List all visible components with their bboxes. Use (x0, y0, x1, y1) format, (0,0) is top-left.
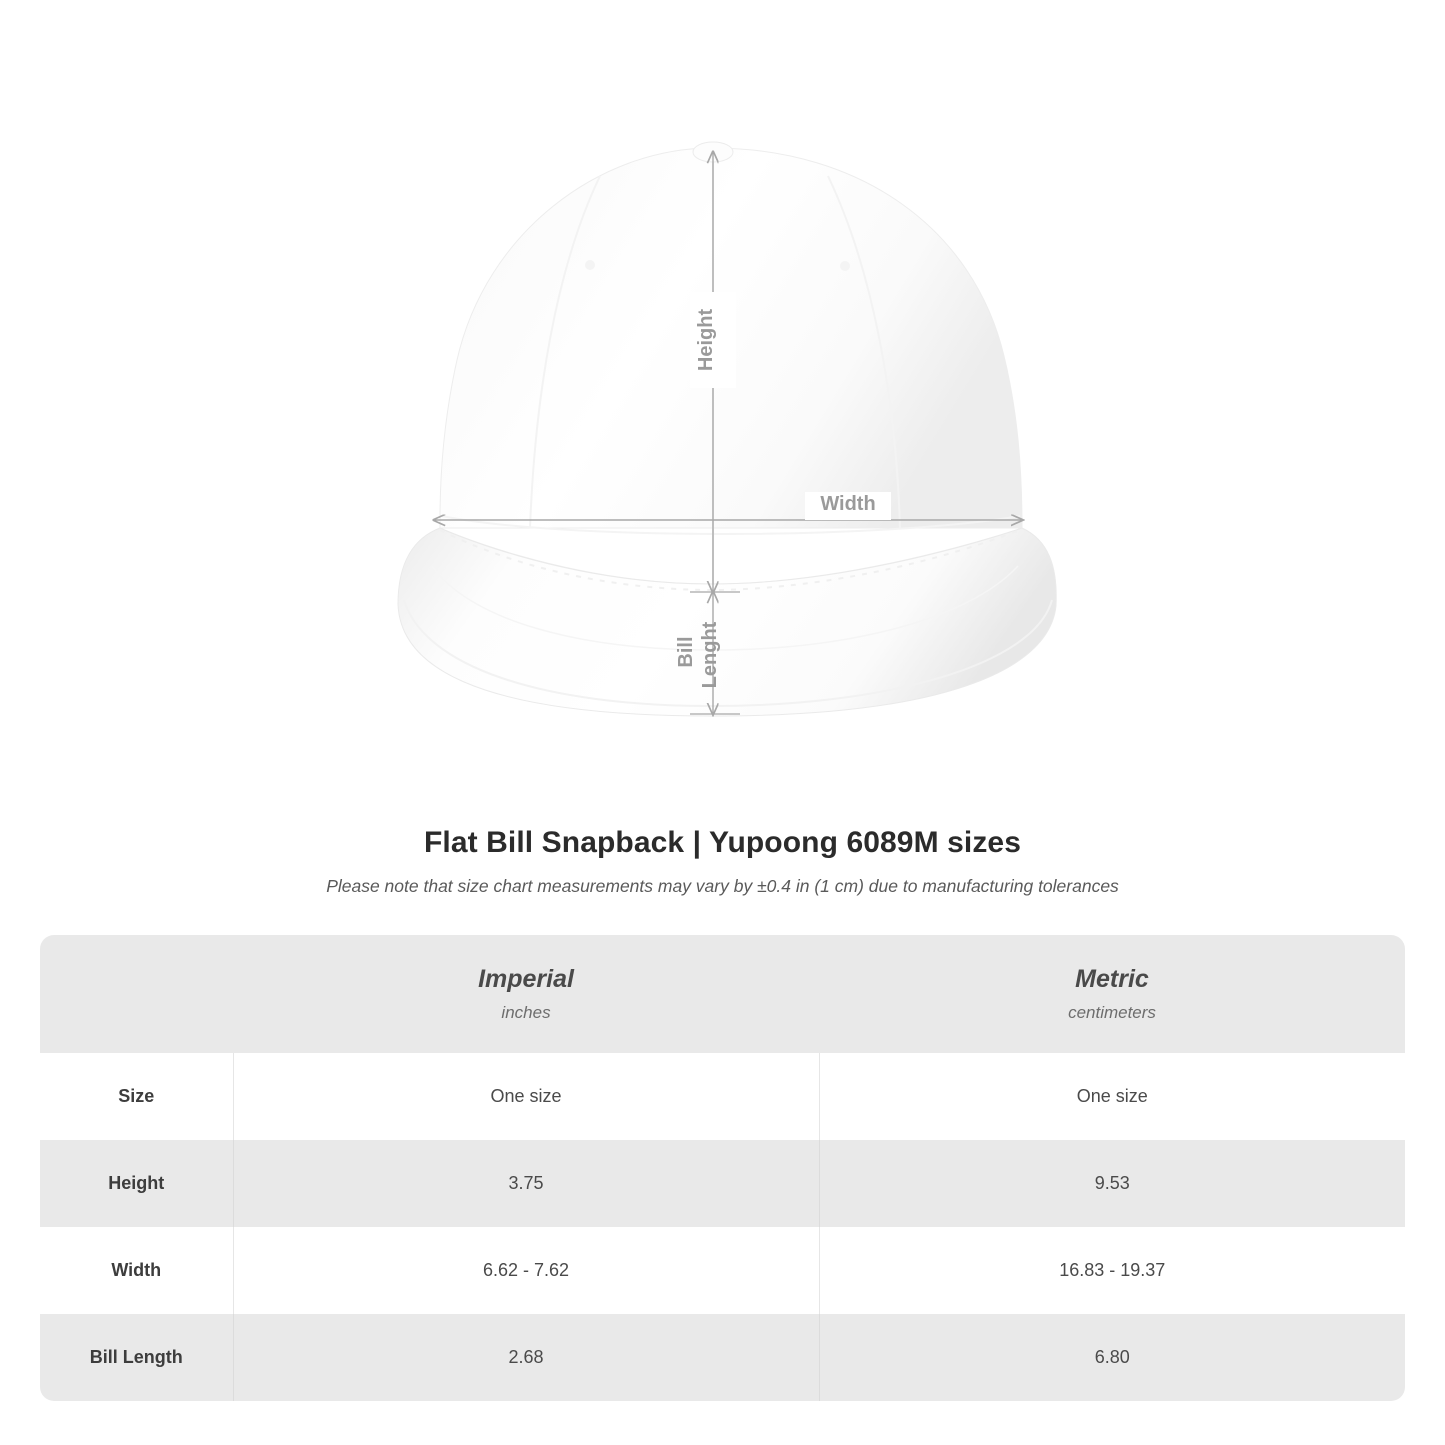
page-subtitle: Please note that size chart measurements may vary by ±0.4 in (1 cm) due to manufacturing tolerances (326, 876, 1119, 896)
metric-title: Metric (1075, 965, 1149, 993)
cell-bill-length-metric: 6.80 (819, 1314, 1405, 1401)
header-imperial (233, 935, 819, 1053)
bill-length-label-line2: Lenght (699, 621, 721, 689)
metric-subtitle: centimeters (1068, 1003, 1156, 1022)
height-label: Height (695, 308, 717, 372)
cell-width-imperial: 6.62 - 7.62 (233, 1227, 819, 1314)
table-header-row (40, 935, 1405, 1053)
row-label-size: Size (40, 1053, 233, 1140)
header-metric (819, 935, 1405, 1053)
imperial-subtitle: inches (501, 1003, 551, 1022)
table-row (40, 1140, 1405, 1227)
chart-heading (0, 826, 1445, 897)
row-label-height: Height (40, 1140, 233, 1227)
imperial-title: Imperial (478, 965, 574, 993)
cell-width-metric: 16.83 - 19.37 (819, 1227, 1405, 1314)
page-title: Flat Bill Snapback | Yupoong 6089M sizes (423, 826, 1021, 859)
row-label-bill-length: Bill Length (40, 1314, 233, 1401)
table-row (40, 1227, 1405, 1314)
row-label-width: Width (40, 1227, 233, 1314)
table-row (40, 1053, 1405, 1140)
cell-height-imperial: 3.75 (233, 1140, 819, 1227)
size-table-wrapper (40, 935, 1405, 1401)
cell-bill-length-imperial: 2.68 (233, 1314, 819, 1401)
size-chart-table (40, 935, 1405, 1401)
cap-bill (398, 528, 1056, 716)
cell-height-metric: 9.53 (819, 1140, 1405, 1227)
header-empty-cell (40, 935, 233, 1053)
cell-size-metric: One size (819, 1053, 1405, 1140)
table-row (40, 1314, 1405, 1401)
bill-length-label-line1: Bill (675, 636, 697, 668)
width-label: Width (820, 493, 876, 515)
cell-size-imperial: One size (233, 1053, 819, 1140)
